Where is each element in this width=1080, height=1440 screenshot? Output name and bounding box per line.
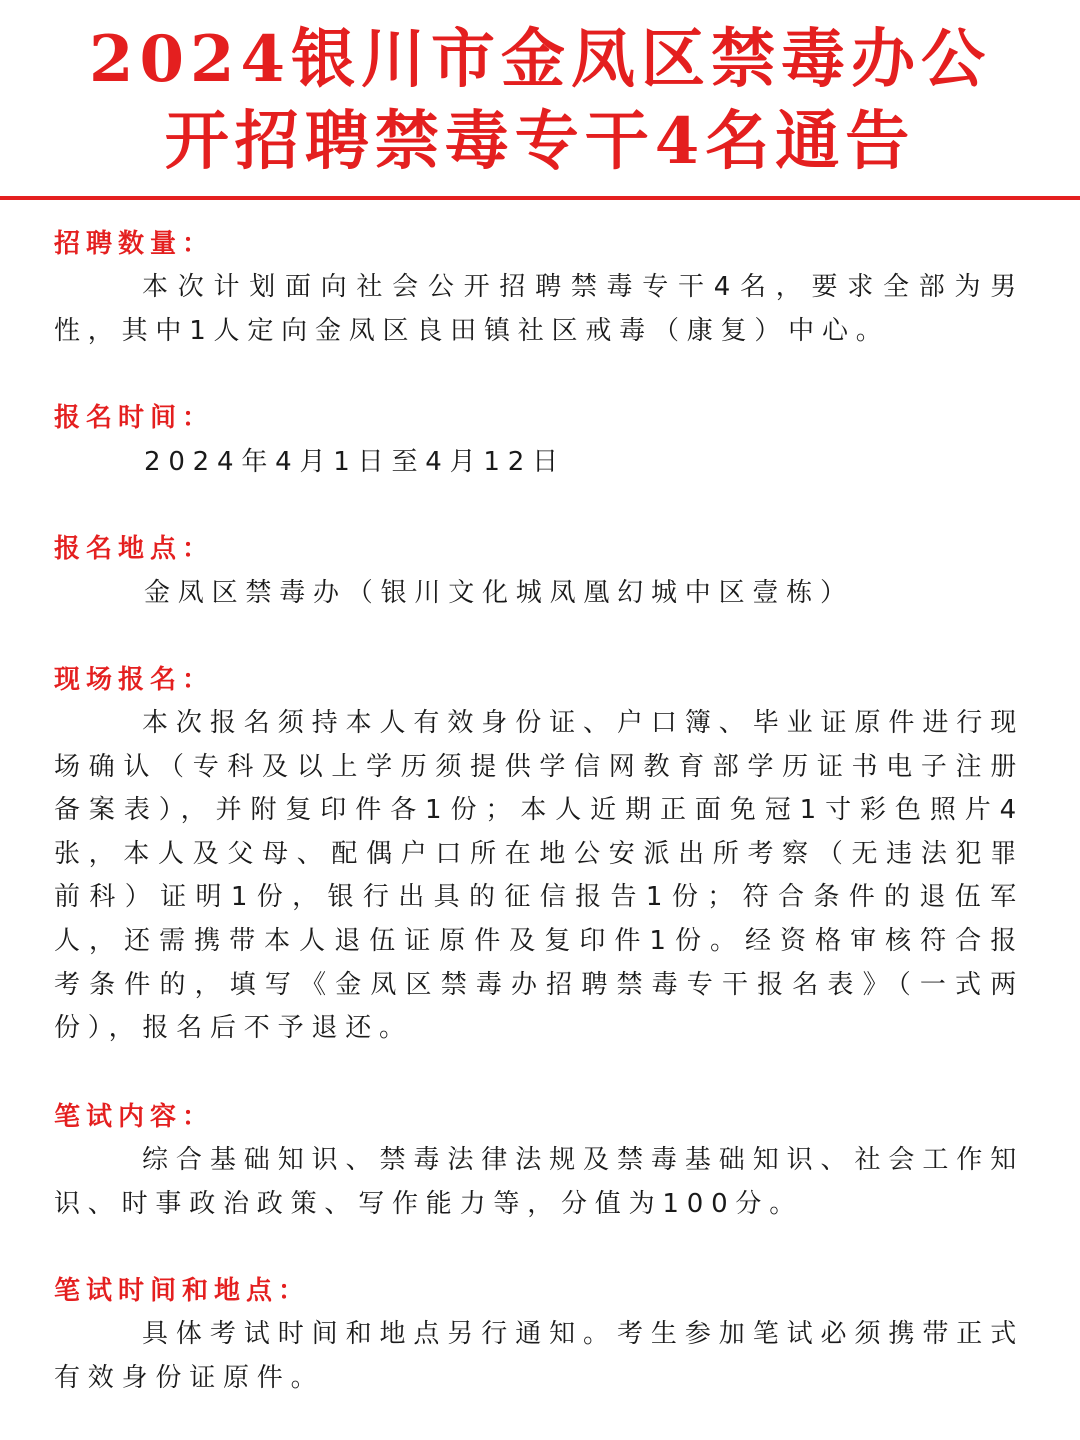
text-signup-place: 金凤区禁毒办（银川文化城凤凰幻城中区壹栋）	[144, 578, 854, 608]
paragraph-exam-time-place: 具体考试时间和地点另行通知。考生参加笔试必须携带正式有效身份证原件。	[54, 1319, 1024, 1393]
paragraph-exam-content: 综合基础知识、禁毒法律法规及禁毒基础知识、社会工作知识、时事政治政策、写作能力等，分值为100分。	[54, 1145, 1024, 1219]
text-signup-time: 2024年4月1日至4月12日	[144, 447, 566, 477]
heading-onsite-signup: 现场报名：	[54, 665, 215, 695]
title-divider	[0, 196, 1080, 200]
heading-recruit-count: 招聘数量：	[54, 229, 215, 259]
paragraph-onsite-signup: 本次报名须持本人有效身份证、户口簿、毕业证原件进行现场确认（专科及以上学历须提供学信网教育部学历证书电子注册备案表），并附复印件各1份；本人近期正面免冠1寸彩色照片4张，本人及父母、配偶户口所在地公安派出所考察（无违法犯罪前科）证明1份，银行出具的征信报告1份；符合条件的退伍军人，还需携带本人退伍证原件及复印件1份。经资格审核符合报考条件的，填写《金凤区禁毒办招聘禁毒专干报名表》（一式两份），报名后不予退还。	[54, 708, 1024, 1044]
heading-exam-content: 笔试内容：	[54, 1102, 215, 1132]
heading-signup-place: 报名地点：	[54, 534, 215, 564]
paragraph-recruit-count: 本次计划面向社会公开招聘禁毒专干4名，要求全部为男性，其中1人定向金凤区良田镇社区戒毒（康复）中心。	[54, 272, 1024, 346]
heading-signup-time: 报名时间：	[54, 403, 215, 433]
page-title-line-1: 2024银川市金凤区禁毒办公	[88, 22, 992, 97]
heading-exam-time-place: 笔试时间和地点：	[54, 1276, 311, 1306]
page-title-line-2: 开招聘禁毒专干4名通告	[164, 104, 916, 179]
